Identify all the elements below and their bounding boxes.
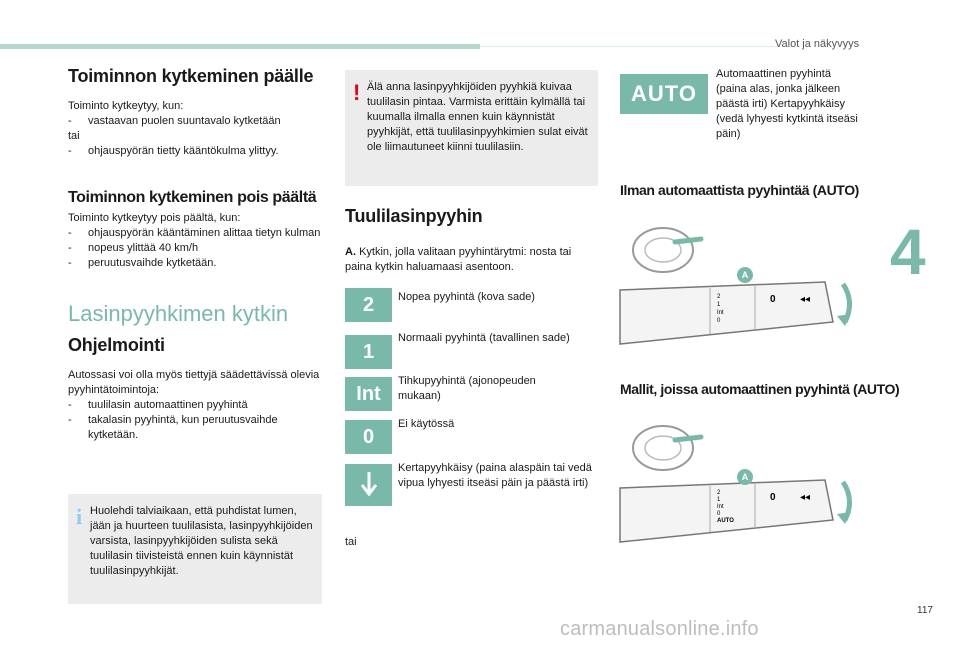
watermark: carmanualsonline.info — [560, 618, 759, 640]
header-rule — [480, 46, 780, 47]
heading-on: Toiminnon kytkeminen päälle — [68, 66, 314, 86]
off-intro: Toiminto kytkeytyy pois päältä, kun: — [68, 212, 241, 224]
header-accent-bar — [0, 44, 480, 49]
info-icon: i — [76, 504, 83, 529]
auto-text: Automaattinen pyyhintä (paina alas, jonka jälkeen päästä irti) Kertapyyhkäisy (vedä lyhyesti kytkintä itseäsi päin) — [716, 68, 858, 140]
svg-text:2: 2 — [717, 490, 721, 496]
wiper-stalk — [620, 480, 833, 542]
off-item-3: - peruutusvaihde kytketään. — [68, 257, 217, 269]
on-item-2: - ohjauspyörän tietty kääntökulma ylittyy. — [68, 145, 279, 157]
left-column — [68, 66, 328, 443]
chapter-number: 4 — [890, 216, 926, 288]
mode-int-text: Tihkupyyhintä (ajonopeuden mukaan) — [398, 375, 536, 402]
mode-0-text: Ei käytössä — [398, 418, 455, 430]
wiper-stalk-diagram-1 — [615, 212, 865, 352]
heading-without-auto: Ilman automaattista pyyhintää (AUTO) — [620, 182, 859, 198]
svg-text:1: 1 — [717, 497, 721, 503]
off-item-1: - ohjauspyörän kääntäminen alittaa tietyn kulman — [68, 227, 321, 239]
svg-text:◂◂: ◂◂ — [800, 294, 811, 305]
mode-0-icon: 0 — [345, 420, 392, 454]
warning-box — [345, 70, 598, 186]
stalk-label-0: 0 — [717, 318, 721, 324]
stalk-label-2: 2 — [717, 294, 721, 300]
section-title: Valot ja näkyvyys — [775, 38, 860, 50]
or-text: tai — [345, 536, 357, 548]
warning-icon: ! — [353, 80, 361, 105]
switch-a-description: A. Kytkin, jolla valitaan pyyhintärytmi: nosta tai paina kytkin haluamaasi asentoon. — [345, 246, 572, 273]
on-intro: Toiminto kytkeytyy, kun: — [68, 100, 184, 112]
stalk-label-1: 1 — [717, 302, 721, 308]
mode-1-text: Normaali pyyhintä (tavallinen sade) — [398, 332, 570, 344]
wiper-section — [345, 206, 598, 275]
mode-2-text: Nopea pyyhintä (kova sade) — [398, 291, 535, 303]
wiper-stalk — [620, 282, 833, 344]
svg-text:0: 0 — [770, 492, 776, 503]
heading-with-auto: Mallit, joissa automaattinen pyyhintä (AUTO) — [620, 381, 900, 397]
steering-wheel-icon — [633, 426, 701, 470]
prog-item-2: - takalasin pyyhintä, kun peruutusvaihde kytketään. — [68, 414, 278, 441]
stalk-zero-label: 0 — [770, 294, 776, 305]
steering-wheel-icon — [633, 228, 701, 272]
on-item-1: - vastaavan puolen suuntavalo kytketään — [68, 115, 281, 127]
prog-item-1: - tuulilasin automaattinen pyyhintä — [68, 399, 248, 411]
arrow-down-icon — [345, 464, 392, 506]
page-number: 117 — [917, 605, 933, 616]
single-wipe-text: Kertapyyhkäisy (paina alaspäin tai vedä vipua lyhyesti itseäsi päin ja päästä irti) — [398, 462, 592, 489]
prog-intro: Autossasi voi olla myös tiettyjä säädettävissä olevia pyyhintätoimintoja: — [68, 369, 320, 396]
info-text: Huolehdi talviaikaan, että puhdistat lumen, jään ja huurteen tuulilasista, lasinpyyhkijöiden varsista, lasinpyyhkijöiden sulista sekä tuulilasin tiivisteistä ennen kuin käynnistät tuulilasinpyyhkijät. — [90, 505, 313, 577]
stalk-label-int: Int — [717, 310, 724, 316]
mode-1-icon: 1 — [345, 335, 392, 369]
heading-wiper-switch: Lasinpyyhkimen kytkin — [68, 301, 289, 326]
warning-text: Älä anna lasinpyyhkijöiden pyyhkiä kuivaa tuulilasin pintaa. Varmista erittäin kylmällä tai kuumalla ilmalla ennen kuin käynnistät pyyhkijät, että tuulilasinpyyhkimien sulat eivät ole liimautuneet kiinni tuulilasiin. — [367, 81, 588, 153]
heading-windscreen-wiper: Tuulilasinpyyhin — [345, 206, 483, 226]
mode-2-icon: 2 — [345, 288, 392, 322]
auto-icon: AUTO — [620, 74, 708, 114]
heading-programming: Ohjelmointi — [68, 335, 165, 355]
off-item-2: - nopeus ylittää 40 km/h — [68, 242, 199, 254]
info-box — [68, 494, 322, 604]
mode-int-icon: Int — [345, 377, 392, 411]
stalk-label-auto: AUTO — [717, 518, 734, 524]
heading-off: Toiminnon kytkeminen pois päältä — [68, 189, 317, 206]
switch-a-badge: A — [737, 469, 753, 485]
switch-a-badge: A — [737, 267, 753, 283]
svg-text:◂◂: ◂◂ — [800, 492, 811, 503]
on-or: tai — [68, 130, 80, 142]
svg-text:Int: Int — [717, 504, 724, 510]
svg-text:0: 0 — [717, 511, 721, 517]
